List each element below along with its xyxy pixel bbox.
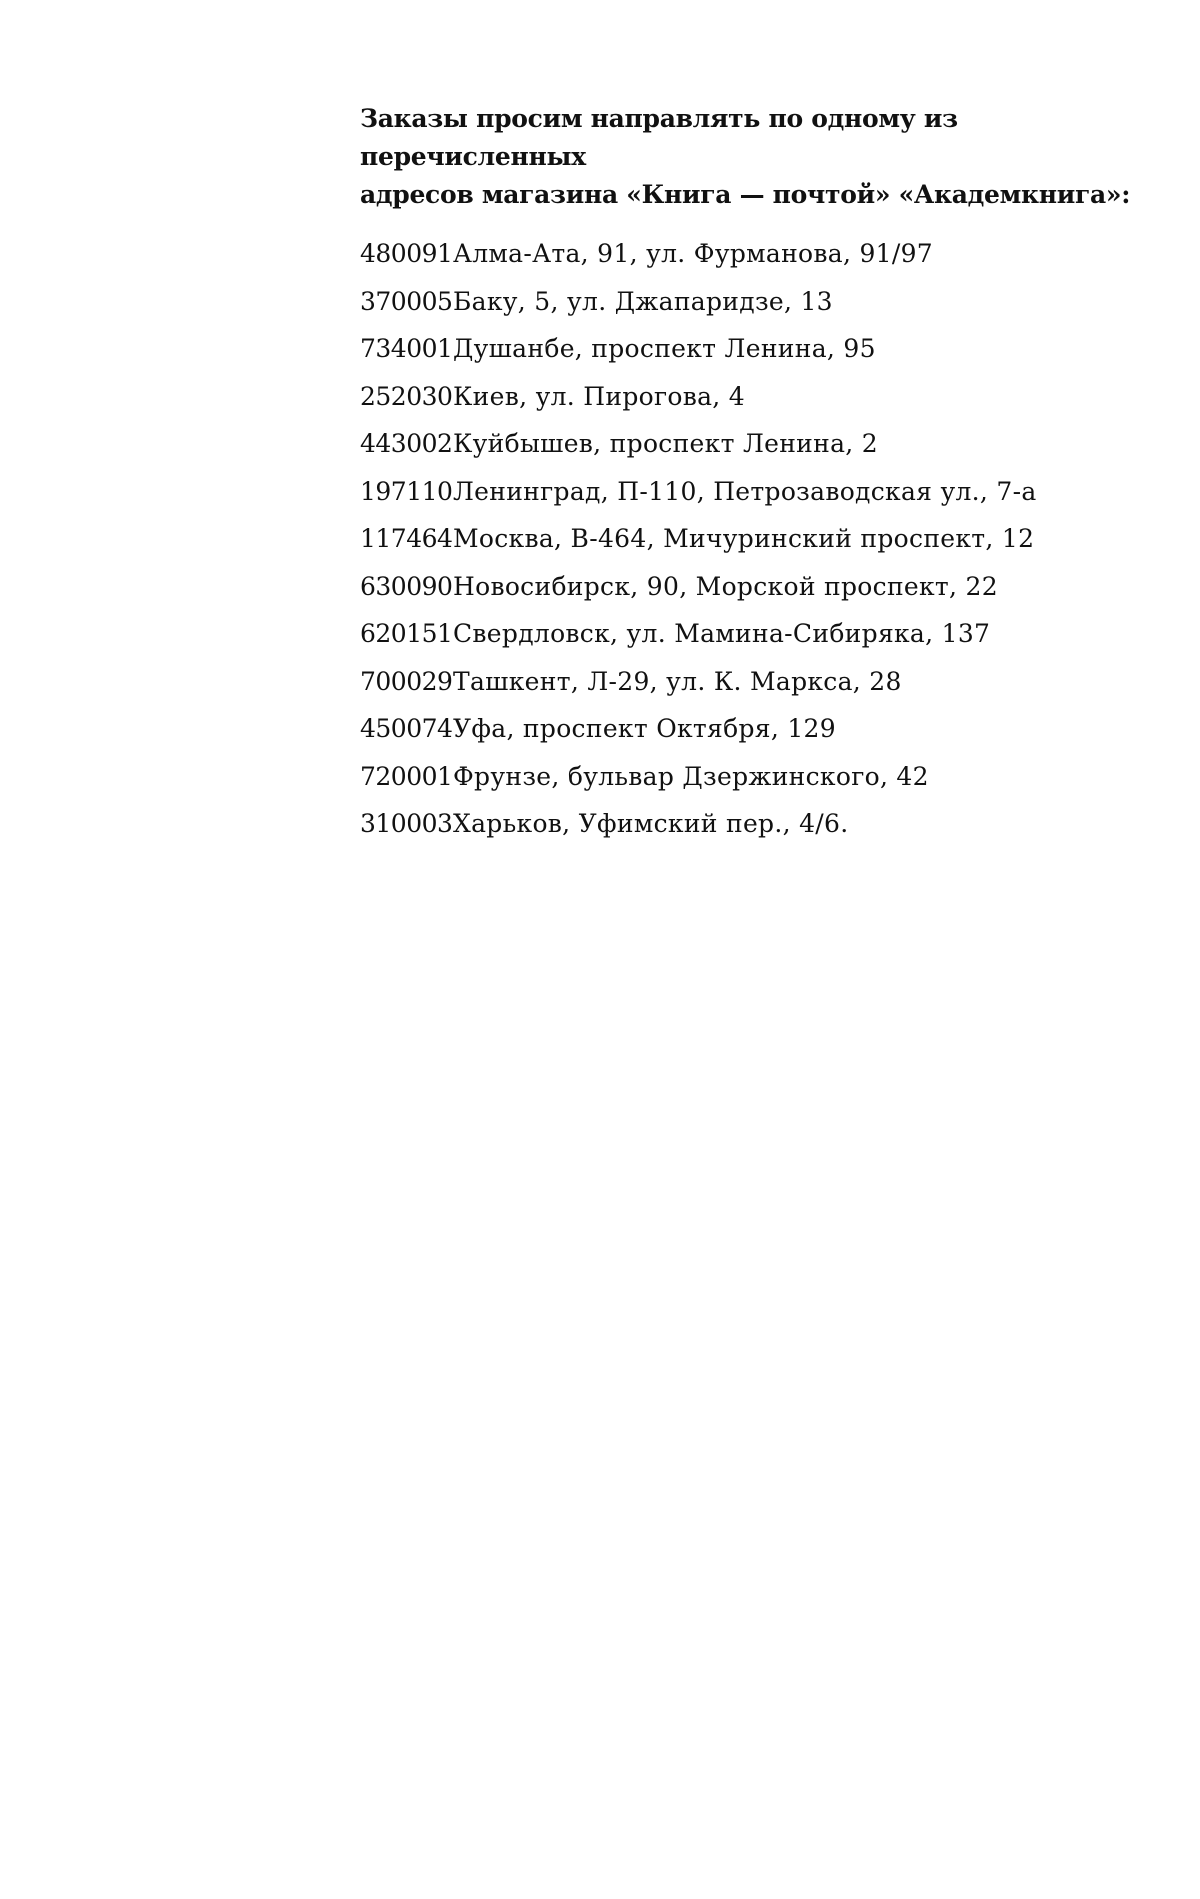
address-row <box>360 420 1140 468</box>
address-text: Душанбе, проспект Ленина, 95 <box>453 334 876 363</box>
address-row <box>360 468 1140 516</box>
address-row <box>360 658 1140 706</box>
address-text: Куйбышев, проспект Ленина, 2 <box>453 429 879 458</box>
postcode: 620151 <box>360 619 453 648</box>
address-row <box>360 325 1140 373</box>
address-list <box>360 230 1140 848</box>
address-row <box>360 563 1140 611</box>
address-text: Ташкент, Л-29, ул. К. Маркса, 28 <box>453 666 902 696</box>
postcode: 197110 <box>360 476 453 506</box>
postcode: 370005 <box>360 286 453 316</box>
address-row <box>360 278 1140 326</box>
postcode: 310003 <box>360 809 453 838</box>
postcode: 443002 <box>360 429 453 458</box>
address-text: Свердловск, ул. Мамина-Сибиряка, 137 <box>453 619 991 648</box>
address-text: Харьков, Уфимский пер., 4/6. <box>453 809 849 838</box>
postcode: 700029 <box>360 666 453 696</box>
address-row <box>360 800 1140 848</box>
postcode: 450074 <box>360 714 453 743</box>
address-text: Алма-Ата, 91, ул. Фурманова, 91/97 <box>453 239 934 268</box>
postcode: 117464 <box>360 524 453 553</box>
address-row <box>360 373 1140 421</box>
address-row <box>360 610 1140 658</box>
address-text: Фрунзе, бульвар Дзержинского, 42 <box>453 761 929 791</box>
postcode: 720001 <box>360 761 453 791</box>
address-text: Киев, ул. Пирогова, 4 <box>453 381 746 411</box>
address-row <box>360 230 1140 278</box>
address-text: Новосибирск, 90, Морской проспект, 22 <box>453 571 998 601</box>
instructions-line-1: Заказы просим направлять по одному из перечисленных <box>360 104 958 171</box>
address-row <box>360 705 1140 753</box>
order-instructions <box>360 100 1140 214</box>
address-text: Ленинград, П-110, Петрозаводская ул., 7-а <box>453 476 1037 506</box>
postcode: 252030 <box>360 381 453 411</box>
address-row <box>360 515 1140 563</box>
address-row <box>360 753 1140 801</box>
postcode: 480091 <box>360 239 453 268</box>
instructions-line-2: адресов магазина «Книга — почтой» «Академкнига»: <box>360 180 1131 209</box>
address-text: Уфа, проспект Октября, 129 <box>453 714 836 743</box>
document-page <box>360 100 1140 848</box>
address-text: Москва, В-464, Мичуринский проспект, 12 <box>453 524 1035 553</box>
postcode: 630090 <box>360 571 453 601</box>
address-text: Баку, 5, ул. Джапаридзе, 13 <box>453 286 833 316</box>
postcode: 734001 <box>360 334 453 363</box>
